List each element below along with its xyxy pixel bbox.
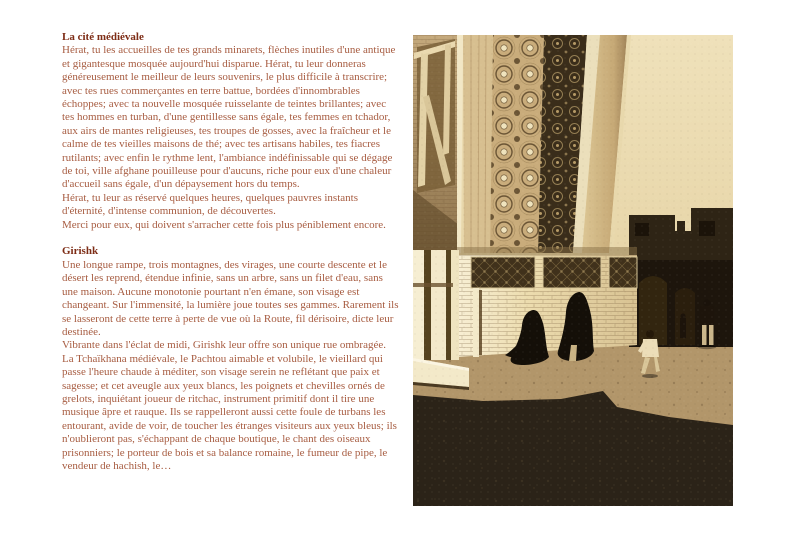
- text-column: [62, 31, 400, 473]
- section-heading-girishk: Girishk: [62, 245, 99, 258]
- paragraph: Hérat, tu leur as réservé quelques heures, quelques pauvres instants d'éternité, d'intense communion, de découvertes.: [62, 191, 358, 218]
- paragraph: Merci pour eux, qui doivent s'arracher cette fois plus péniblement encore.: [62, 218, 386, 231]
- paragraph: Une longue rampe, trois montagnes, des virages, une courte descente et le désert les reprend, étendue infinie, sans un arbre, sans un filet d'eau, sans une maison. Aucune monotonie pourtant n'en émane, son visage est changeant. Sur l'immensité, la lumière joue toutes ses gammes. Rarement ils se lasseront de cette terre à perte de vue où la Route, fil dérisoire, dicte leur destinée.: [62, 258, 399, 338]
- paragraph: La Tchaïkhana médiévale, le Pachtou aimable et volubile, le vieillard qui passe l'heure chaude à méditer, son visage serein ne reflétant que paix et sagesse; et cet aveugle aux yeux blancs, les poignets et chevilles ornés de grelots, inquiétant joueur de ritchac, instrument primitif dont il tire une musique âpre et rauque. Ils se rappelleront aussi cette foule de turbans les entourant, avide de voir, de toucher les étranges visiteurs aux yeux bleus; ils n'oublieront pas, s'échappant de chaque boutique, le chant des oiseaux prisonniers; le porteur de bois et sa balance romaine, le fumeur de pipe, le vendeur de hachish, le…: [62, 352, 397, 472]
- paragraph: Hérat, tu les accueilles de tes grands minarets, flèches inutiles d'une antique et gigantesque mosquée aujourd'hui disparue. Hérat, tu leur donneras généreusement le meilleur de leurs souvenirs, le plus difficile à transcrire; avec tes rues commerçantes en terre battue, bordées d'innombrables échoppes; avec ta nouvelle mosquée ruisselante de teintes brillantes; avec tes hommes en turban, d'une gentillesse sans égale, tes femmes en tchador, aux airs de mantes religieuses, tes troupes de gosses, avec la fraîcheur et le calme de tes vieilles maisons de thé; avec tes artisans habiles, tes fiacres rutilants; avec enfin le rythme lent, l'ambiance indéfinissable qui se dégage de toi, ville afghane pouilleuse pour d'aucuns, riche pour eux d'une chaleur d'accueil sans égale, d'un dépaysement hors du temps.: [62, 44, 396, 191]
- photo-illustration: [413, 35, 733, 506]
- film-grain-overlay: [413, 35, 733, 506]
- section-heading-la-cite-medievale: La cité médiévale: [62, 31, 144, 43]
- photo-minaret-street-scene: [413, 35, 733, 506]
- paragraph: Vibrante dans l'éclat de midi, Girishk leur offre son unique rue ombragée.: [62, 339, 386, 352]
